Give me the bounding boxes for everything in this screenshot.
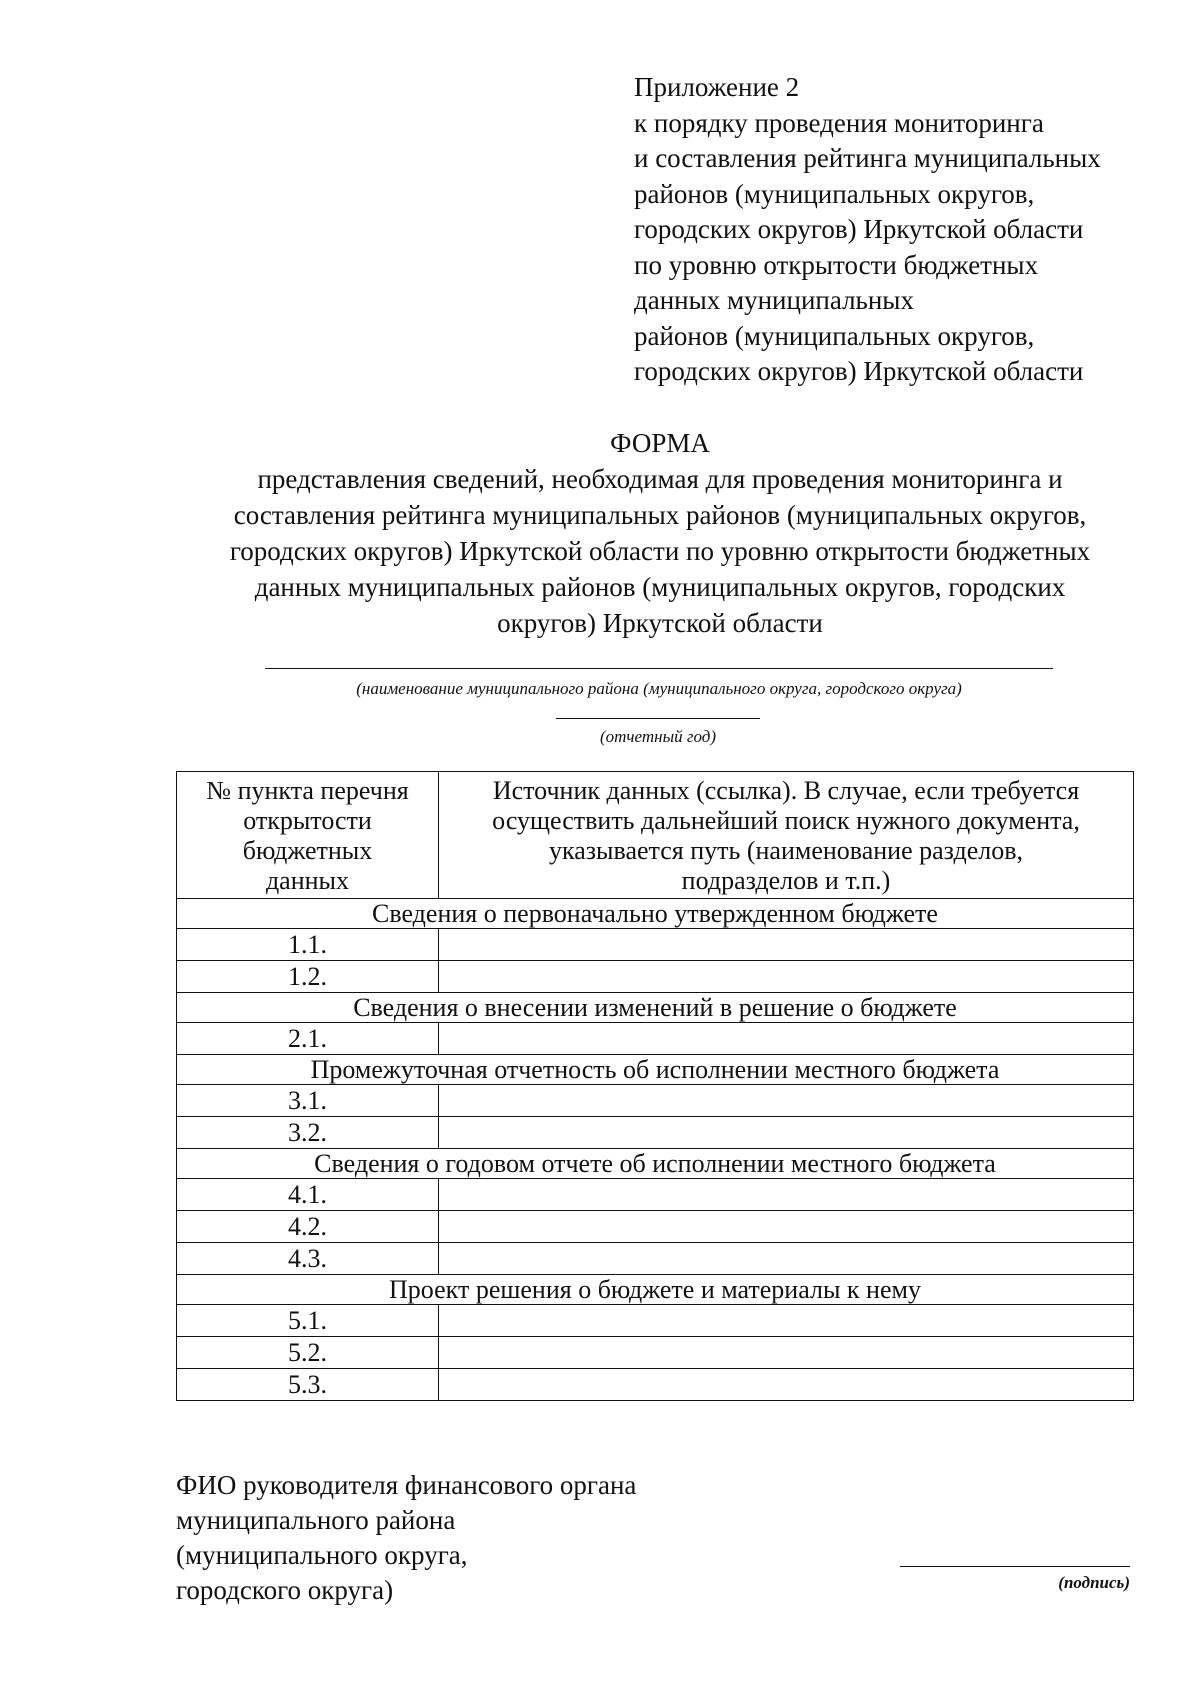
section-row [177, 1149, 1134, 1179]
header-line: указывается путь (наименование разделов, [549, 836, 1023, 865]
item-number: 3.1. [177, 1085, 439, 1117]
budget-data-table [176, 771, 1134, 1401]
source-cell[interactable] [439, 929, 1134, 961]
header-line: открытости [243, 806, 372, 835]
appendix-line: городских округов) Иркутской области [634, 214, 1084, 244]
source-cell[interactable] [439, 1243, 1134, 1275]
table-row [177, 1305, 1134, 1337]
header-line: данных [265, 866, 350, 895]
source-cell[interactable] [439, 1117, 1134, 1149]
signature-field[interactable] [900, 1566, 1130, 1567]
appendix-line: районов (муниципальных округов, [634, 178, 1035, 209]
signature-label-line: муниципального района [176, 1505, 456, 1535]
header-line: Источник данных (ссылка). В случае, если требуется [492, 776, 1080, 805]
signature-label-line: ФИО руководителя финансового органа [176, 1470, 637, 1500]
source-cell[interactable] [439, 1179, 1134, 1211]
source-cell[interactable] [439, 1085, 1134, 1117]
signature-label-line: городского округа) [176, 1575, 394, 1605]
section-row [177, 1055, 1134, 1085]
header-data-source [439, 772, 1134, 899]
form-description-line: представления сведений, необходимая для проведения мониторинга и [257, 464, 1063, 494]
section-title: Сведения о внесении изменений в решение о бюджете [177, 993, 1134, 1023]
appendix-header [634, 70, 1174, 390]
header-line: № пункта перечня [206, 776, 409, 805]
form-description-line: округов) Иркутской области [497, 608, 823, 638]
item-number: 4.1. [177, 1179, 439, 1211]
item-number: 2.1. [177, 1023, 439, 1055]
signature-label [176, 1468, 636, 1608]
form-title: ФОРМА [610, 428, 710, 458]
appendix-line: Приложение 2 [634, 72, 800, 102]
header-line: подразделов и т.п.) [681, 866, 891, 895]
appendix-line: городских округов) Иркутской области [634, 356, 1084, 386]
source-cell[interactable] [439, 961, 1134, 993]
year-caption: (отчетный год) [599, 727, 716, 746]
form-description-line: составления рейтинга муниципальных районов (муниципальных округов, [233, 500, 1087, 530]
appendix-line: к порядку проведения мониторинга [634, 107, 1044, 138]
table-header-row [177, 772, 1134, 899]
form-description-line: данных муниципальных районов (муниципальных округов, городских [254, 572, 1066, 602]
header-line: бюджетных [242, 836, 373, 865]
table-row [177, 1337, 1134, 1369]
table-row [177, 929, 1134, 961]
form-description-line: городских округов) Иркутской области по уровню открытости бюджетных [229, 536, 1091, 566]
item-number: 4.3. [177, 1243, 439, 1275]
table-row [177, 1023, 1134, 1055]
signature-caption: (подпись) [1058, 1573, 1130, 1592]
header-item-number [177, 772, 439, 899]
section-row [177, 899, 1134, 929]
appendix-line: и составления рейтинга муниципальных [634, 143, 1101, 173]
section-title: Проект решения о бюджете и материалы к нему [177, 1275, 1134, 1305]
header-line: осуществить дальнейший поиск нужного документа, [492, 806, 1080, 835]
item-number: 5.1. [177, 1305, 439, 1337]
source-cell[interactable] [439, 1305, 1134, 1337]
municipality-name-field[interactable] [265, 668, 1053, 669]
source-cell[interactable] [439, 1211, 1134, 1243]
reporting-year-field[interactable] [556, 718, 760, 719]
table-row [177, 1211, 1134, 1243]
table-row [177, 1243, 1134, 1275]
source-cell[interactable] [439, 1337, 1134, 1369]
appendix-line: данных муниципальных [634, 285, 914, 315]
item-number: 5.2. [177, 1337, 439, 1369]
item-number: 5.3. [177, 1369, 439, 1401]
item-number: 1.1. [177, 929, 439, 961]
section-title: Сведения о годовом отчете об исполнении местного бюджета [177, 1149, 1134, 1179]
item-number: 1.2. [177, 961, 439, 993]
source-cell[interactable] [439, 1369, 1134, 1401]
item-number: 4.2. [177, 1211, 439, 1243]
appendix-line: районов (муниципальных округов, [634, 320, 1035, 351]
table-row [177, 1085, 1134, 1117]
section-title: Промежуточная отчетность об исполнении местного бюджета [177, 1055, 1134, 1085]
section-row [177, 1275, 1134, 1305]
table-row [177, 1117, 1134, 1149]
municipality-caption: (наименование муниципального района (муниципального округа, городского округа) [356, 679, 962, 698]
section-row [177, 993, 1134, 1023]
form-description [170, 461, 1150, 641]
appendix-line: по уровню открытости бюджетных [634, 249, 1039, 280]
source-cell[interactable] [439, 1023, 1134, 1055]
item-number: 3.2. [177, 1117, 439, 1149]
signature-label-line: (муниципального округа, [176, 1540, 468, 1570]
section-title: Сведения о первоначально утвержденном бюджете [177, 899, 1134, 929]
table-row [177, 1369, 1134, 1401]
table-row [177, 961, 1134, 993]
table-row [177, 1179, 1134, 1211]
